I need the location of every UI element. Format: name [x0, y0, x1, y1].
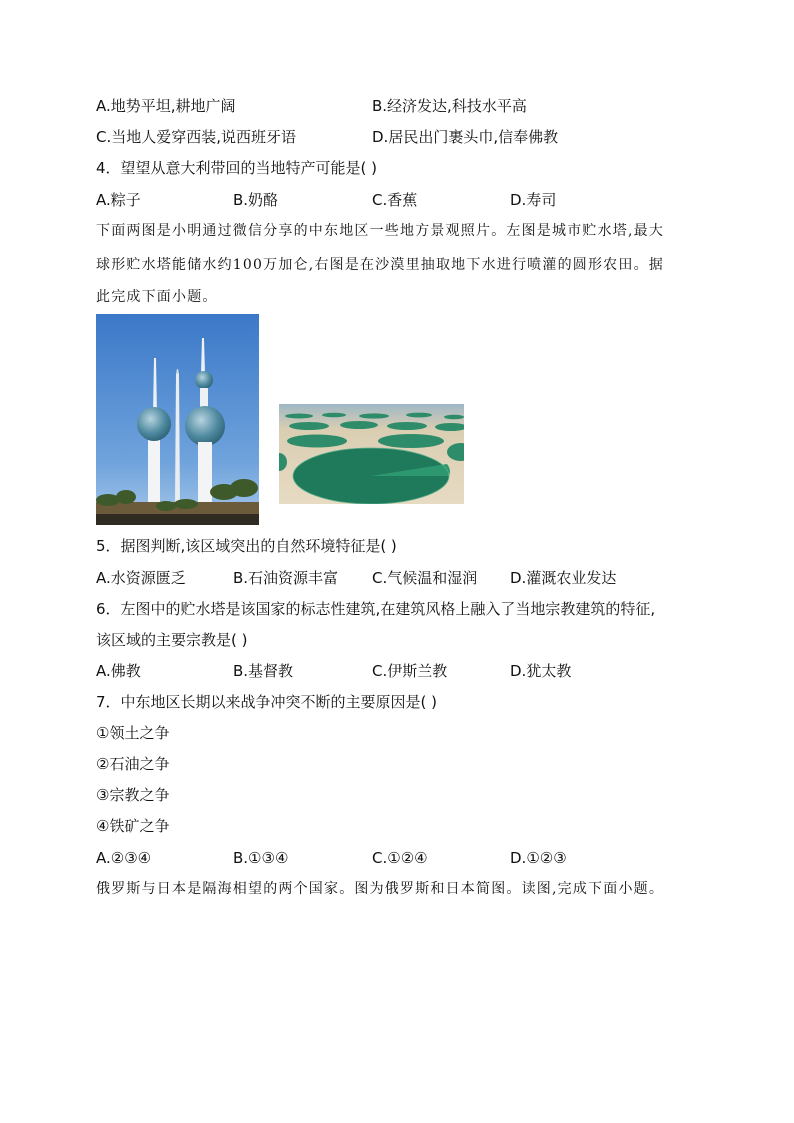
intro-paragraph-line-3: 此完成下面小题。: [96, 289, 218, 305]
q3-option-c: C.当地人爱穿西装,说西班牙语: [96, 128, 297, 146]
q7-stem: 7．中东地区长期以来战争冲突不断的主要原因是( ): [96, 693, 438, 711]
q3-option-b: B.经济发达,科技水平高: [372, 97, 527, 115]
q6-option-a: A.佛教: [96, 662, 141, 680]
q4-option-b: B.奶酪: [233, 191, 279, 209]
q7-item-2: ②石油之争: [96, 755, 170, 773]
q7-option-c: C.①②④: [372, 849, 428, 867]
q6-option-c: C.伊斯兰教: [372, 662, 448, 680]
circular-fields-photo: [279, 404, 464, 504]
q7-option-a: A.②③④: [96, 849, 152, 867]
intro-paragraph-line-2: 球形贮水塔能储水约100万加仑,右图是在沙漠里抽取地下水进行喷灌的圆形农田。据: [96, 257, 664, 273]
q6-option-b: B.基督教: [233, 662, 294, 680]
q5-option-b: B.石油资源丰富: [233, 569, 339, 587]
q4-option-c: C.香蕉: [372, 191, 418, 209]
intro-paragraph-2: 俄罗斯与日本是隔海相望的两个国家。图为俄罗斯和日本简图。读图,完成下面小题。: [96, 881, 665, 897]
q6-stem-line-2: 该区域的主要宗教是( ): [96, 631, 248, 649]
intro-paragraph-line-1: 下面两图是小明通过微信分享的中东地区一些地方景观照片。左图是城市贮水塔,最大: [96, 223, 665, 239]
q4-option-a: A.粽子: [96, 191, 141, 209]
q6-option-d: D.犹太教: [510, 662, 572, 680]
water-tower-photo: [96, 314, 259, 525]
q3-option-d: D.居民出门裹头巾,信奉佛教: [372, 128, 559, 146]
q4-stem: 4．望望从意大利带回的当地特产可能是( ): [96, 159, 378, 177]
q7-option-d: D.①②③: [510, 849, 567, 867]
q6-stem-line-1: 6．左图中的贮水塔是该国家的标志性建筑,在建筑风格上融入了当地宗教建筑的特征,: [96, 600, 656, 618]
q7-option-b: B.①③④: [233, 849, 289, 867]
q5-option-c: C.气候温和湿润: [372, 569, 478, 587]
q7-item-3: ③宗教之争: [96, 786, 170, 804]
q7-item-4: ④铁矿之争: [96, 817, 170, 835]
q5-stem: 5．据图判断,该区域突出的自然环境特征是( ): [96, 537, 397, 555]
q7-item-1: ①领土之争: [96, 724, 170, 742]
q4-option-d: D.寿司: [510, 191, 557, 209]
q5-option-a: A.水资源匮乏: [96, 569, 186, 587]
q3-option-a: A.地势平坦,耕地广阔: [96, 97, 236, 115]
q5-option-d: D.灌溉农业发达: [510, 569, 617, 587]
